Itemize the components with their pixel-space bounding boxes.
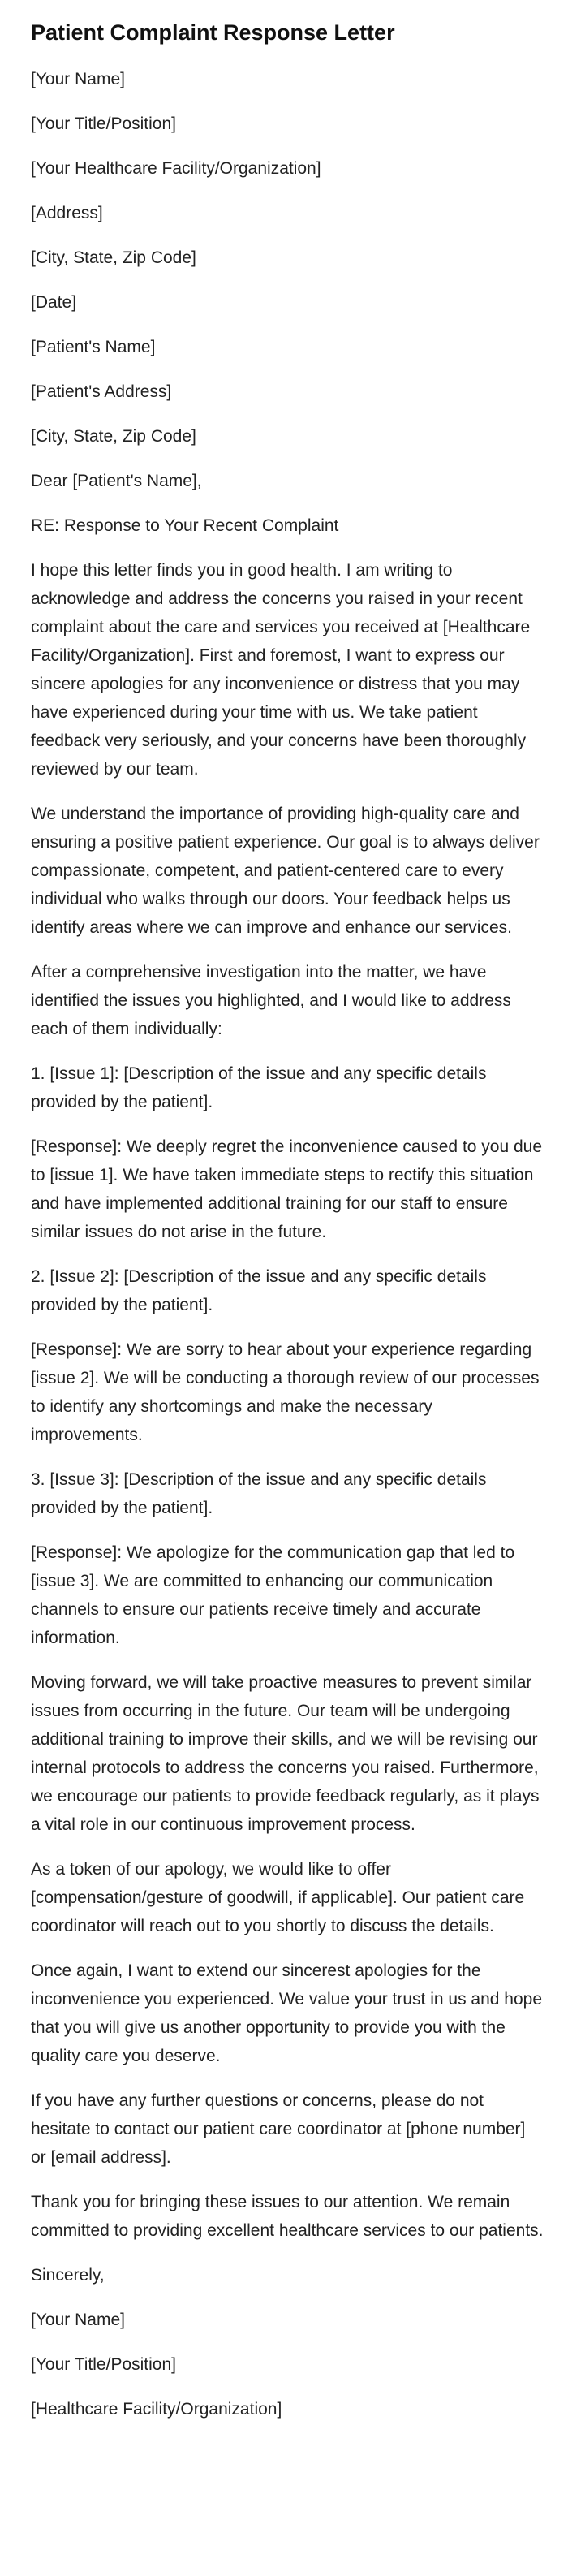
body-paragraph: As a token of our apology, we would like to offer [compensation/gesture of goodwill, if applicable]. Our patient care coordinator will reach out to you shortly to discuss the details. [31,1860,525,1935]
body-paragraph: Moving forward, we will take proactive measures to prevent similar issues from occurring in the future. Our team will be undergoing additional training to improve their skills, and we will be revising our internal protocols to address the concerns you raised. Furthermore, we encourage our patients to provide feedback regularly, as it plays a vital role in our continuous improvement process. [31,1673,540,1834]
response-1: [Response]: We deeply regret the inconvenience caused to you due to [issue 1]. We have taken immediate steps to rectify this situation and have implemented additional training for our staff to ensure similar issues do not arise in the future. [31,1137,543,1241]
signature-organization: [Healthcare Facility/Organization] [31,2400,282,2419]
response-3: [Response]: We apologize for the communication gap that led to [issue 3]. We are committed to enhancing our communication channels to ensure our patients receive timely and accurate information. [31,1543,515,1647]
letter-body [31,556,544,2245]
body-paragraph: We understand the importance of providing high-quality care and ensuring a positive patient experience. Our goal is to always deliver compassionate, competent, and patient-centered care to every individual who walks through our doors. Your feedback helps us identify areas where we can improve and enhance our services. [31,805,540,937]
page-title: Patient Complaint Response Letter [31,20,395,45]
sender-address: [Address] [31,204,103,222]
body-paragraph: Once again, I want to extend our sincerest apologies for the inconvenience you experienced. We value your trust in us and hope that you will give us another opportunity to provide you with the quality care you deserve. [31,1961,543,2065]
salutation: Dear [Patient's Name], [31,472,202,490]
sender-name: [Your Name] [31,70,125,88]
recipient-block [31,333,544,451]
sender-city-state-zip: [City, State, Zip Code] [31,248,196,267]
response-2: [Response]: We are sorry to hear about your experience regarding [issue 2]. We will be conducting a thorough review of our processes to identify any shortcomings and make the necessary improvements. [31,1340,540,1444]
recipient-city-state-zip: [City, State, Zip Code] [31,427,196,446]
body-paragraph: I hope this letter finds you in good health. I am writing to acknowledge and address the concerns you raised in your recent complaint about the care and services you received at [Healthcare Facility/Organization]. First and foremost, I want to express our sincere apologies for any inconvenience or distress that you may have experienced during your time with us. We take patient feedback very seriously, and your concerns have been thoroughly reviewed by our team. [31,561,531,779]
sender-organization: [Your Healthcare Facility/Organization] [31,159,321,178]
letter-date: [Date] [31,293,77,312]
closing: Sincerely, [31,2266,105,2285]
sender-block [31,65,544,272]
issue-2: 2. [Issue 2]: [Description of the issue and any specific details provided by the patient]. [31,1267,487,1314]
issue-3: 3. [Issue 3]: [Description of the issue and any specific details provided by the patient]. [31,1470,487,1517]
signature-block [31,2306,544,2423]
sender-title: [Your Title/Position] [31,114,176,133]
recipient-name: [Patient's Name] [31,338,156,356]
signature-name: [Your Name] [31,2311,125,2329]
issue-1: 1. [Issue 1]: [Description of the issue and any specific details provided by the patient]. [31,1064,487,1111]
subject-line: RE: Response to Your Recent Complaint [31,516,339,535]
recipient-address: [Patient's Address] [31,382,172,401]
body-paragraph: After a comprehensive investigation into the matter, we have identified the issues you highlighted, and I would like to address each of them individually: [31,963,511,1038]
body-paragraph: If you have any further questions or concerns, please do not hesitate to contact our patient care coordinator at [phone number] or [email address]. [31,2091,526,2167]
body-paragraph: Thank you for bringing these issues to our attention. We remain committed to providing excellent healthcare services to our patients. [31,2193,544,2240]
signature-title: [Your Title/Position] [31,2355,176,2374]
